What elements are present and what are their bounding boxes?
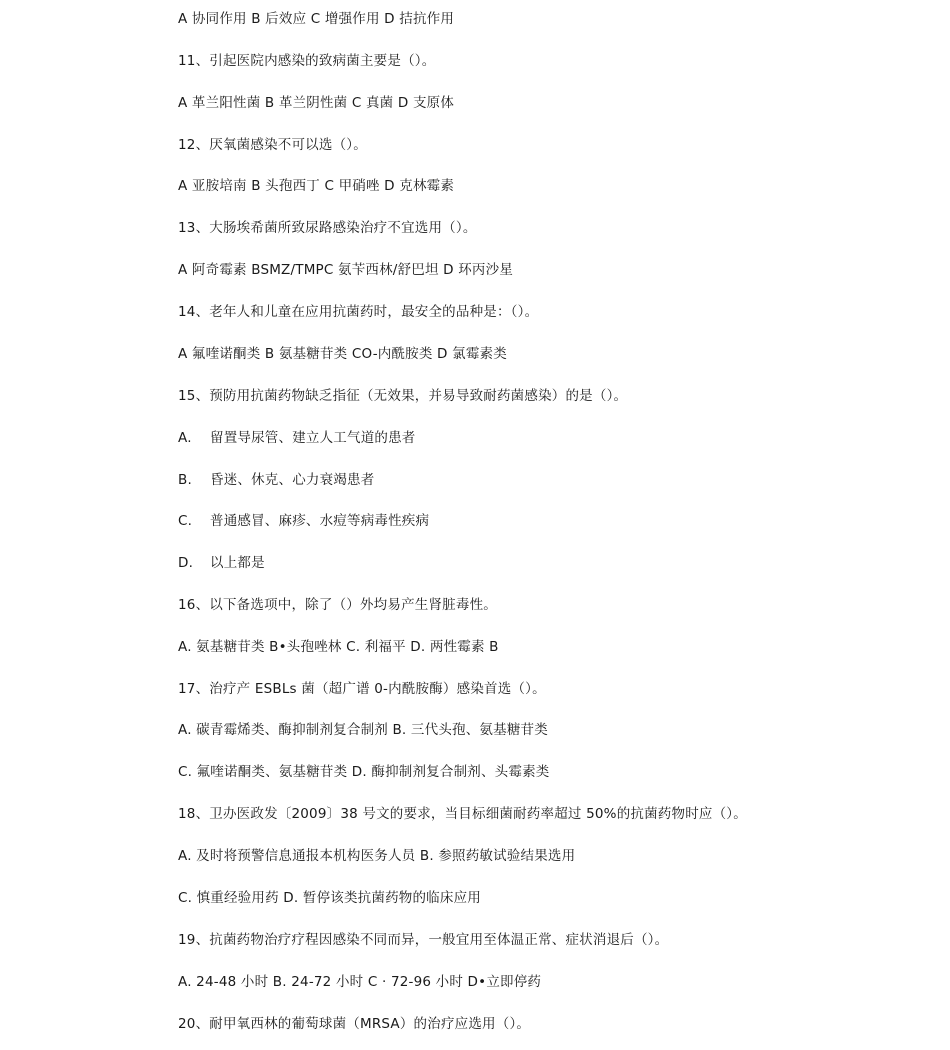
option-letter: D. (178, 555, 194, 571)
option-text: 以上都是 (210, 555, 265, 571)
option-letter: B. (178, 472, 192, 488)
option-text: 普通感冒、麻疹、水痘等病毒性疾病 (210, 513, 430, 529)
option-text: 昏迷、休克、心力衰竭患者 (210, 472, 375, 488)
question-15: 15、预防用抗菌药物缺乏指征（无效果，并易导致耐药菌感染）的是（）。 (178, 388, 628, 404)
question-19: 19、抗菌药物治疗疗程因感染不同而异，一般宜用至体温正常、症状消退后（）。 (178, 932, 669, 948)
question-14: 14、老年人和儿童在应用抗菌药时，最安全的品种是：（）。 (178, 304, 539, 320)
answer-choices-19: A. 24-48 小时 B. 24-72 小时 C · 72-96 小时 D•立即停药 (178, 974, 542, 990)
answer-choices-18-cd: C. 慎重经验用药 D. 暂停该类抗菌药物的临床应用 (178, 890, 481, 906)
answer-choices-17-ab: A. 碳青霉烯类、酶抑制剂复合制剂 B. 三代头孢、氨基糖苷类 (178, 722, 548, 738)
question-13: 13、大肠埃希菌所致尿路感染治疗不宜选用（）。 (178, 220, 477, 236)
answer-choices-10: A 协同作用 B 后效应 C 增强作用 D 拮抗作用 (178, 11, 455, 27)
answer-choices-12: A 亚胺培南 B 头孢西丁 C 甲硝唑 D 克林霉素 (178, 178, 455, 194)
question-18: 18、卫办医政发〔2009〕38 号文的要求，当目标细菌耐药率超过 50%的抗菌药物时应（）。 (178, 806, 747, 822)
answer-choices-11: A 革兰阳性菌 B 革兰阴性菌 C 真菌 D 支原体 (178, 95, 455, 111)
option-letter: C. (178, 513, 193, 529)
option-c (178, 512, 429, 530)
option-d (178, 554, 265, 572)
option-a (178, 429, 416, 447)
question-12: 12、厌氧菌感染不可以选（）。 (178, 137, 367, 153)
question-16: 16、以下备选项中，除了（）外均易产生肾脏毒性。 (178, 597, 497, 613)
question-17: 17、治疗产 ESBLs 菌（超广谱 0-内酰胺酶）感染首选（）。 (178, 681, 546, 697)
answer-choices-17-cd: C. 氟喹诺酮类、氨基糖苷类 D. 酶抑制剂复合制剂、头霉素类 (178, 764, 550, 780)
answer-choices-13: A 阿奇霉素 BSMZ/TMPC 氨苄西林/舒巴坦 D 环丙沙星 (178, 262, 514, 278)
option-letter: A. (178, 430, 192, 446)
answer-choices-18-ab: A. 及时将预警信息通报本机构医务人员 B. 参照药敏试验结果选用 (178, 848, 576, 864)
option-b (178, 471, 374, 489)
question-11: 11、引起医院内感染的致病菌主要是（）。 (178, 53, 436, 69)
answer-choices-14: A 氟喹诺酮类 B 氨基糖苷类 CO-内酰胺类 D 氯霉素类 (178, 346, 507, 362)
question-20: 20、耐甲氧西林的葡萄球菌（MRSA）的治疗应选用（）。 (178, 1016, 531, 1032)
option-text: 留置导尿管、建立人工气道的患者 (210, 430, 416, 446)
answer-choices-16: A. 氨基糖苷类 B•头孢唑林 C. 利福平 D. 两性霉素 B (178, 639, 499, 655)
